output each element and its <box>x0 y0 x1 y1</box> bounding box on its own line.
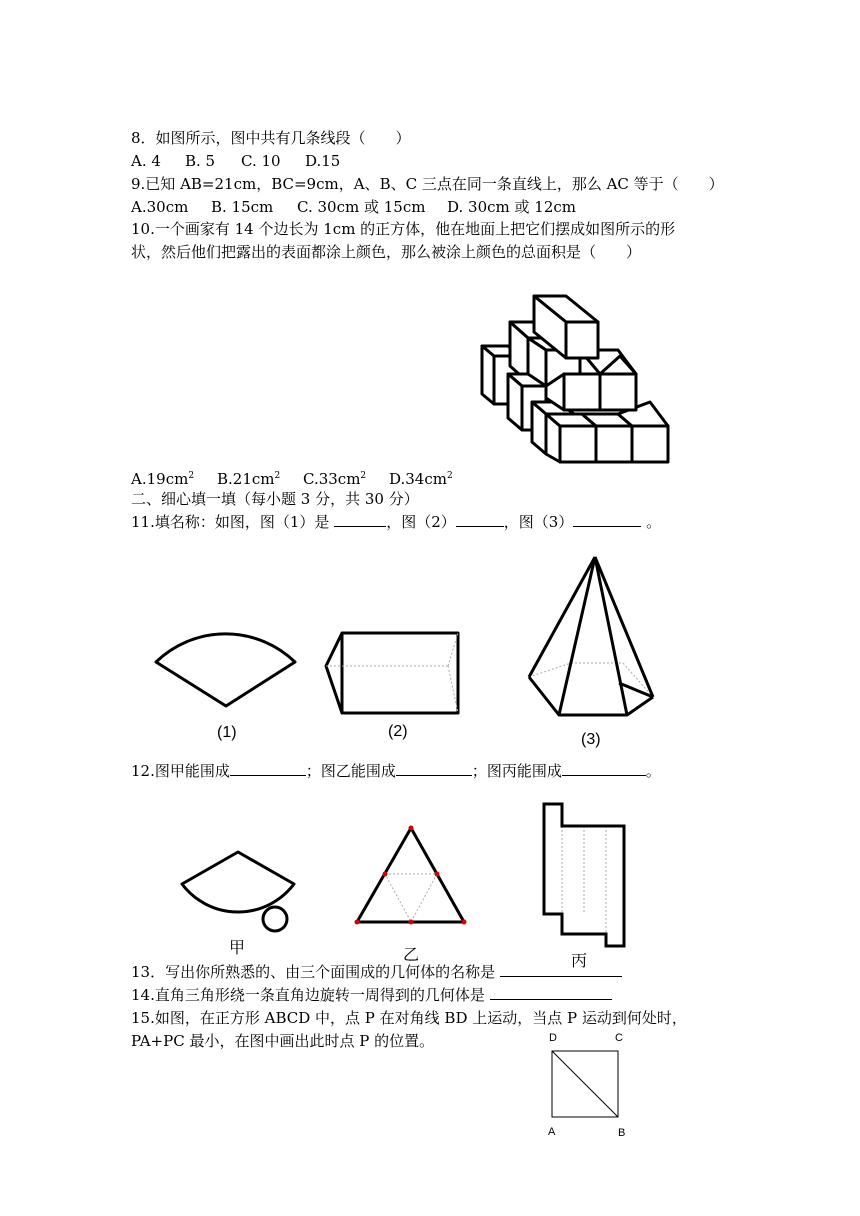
q9-stem: 9.已知 AB=21cm，BC=9cm，A、B、C 三点在同一条直线上，那么 AC 等于（ ） <box>131 175 724 193</box>
q15-stem-line2: PA+PC 最小，在图中画出此时点 P 的位置。 <box>131 1032 435 1050</box>
q11-stem: 11.填名称：如图，图（1）是 ，图（2） ，图（3） 。 <box>131 513 662 531</box>
q11-blank-3[interactable] <box>573 512 641 527</box>
q14-blank[interactable] <box>490 985 612 1000</box>
q10-option-c: $C.33cm^2$ <box>303 470 367 488</box>
figure-label-2: (2) <box>388 723 408 740</box>
q10-stem-line1: 10.一个画家有 14 个边长为 1cm 的正方体，他在地面上把它们摆成如图所示的形 <box>131 220 676 238</box>
prism-net-figure <box>540 802 630 950</box>
q8-option-b: B. 5 <box>185 152 216 170</box>
pyramid-figure <box>515 553 660 723</box>
q8-option-c: C. 10 <box>241 152 281 170</box>
cone-net-figure <box>178 848 298 938</box>
q9-option-d: D. 30cm 或 12cm <box>447 198 576 216</box>
prism-figure <box>322 630 462 716</box>
triangle-net-figure <box>352 825 470 927</box>
q9-options <box>131 197 576 217</box>
q13-blank[interactable] <box>500 962 622 977</box>
section-2-heading: 二、细心填一填（每小题 3 分，共 30 分） <box>131 490 419 508</box>
q10-option-d: $D.34cm^2$ <box>389 470 453 488</box>
q10-option-b: $B.21cm^2$ <box>217 470 281 488</box>
q12-blank-1[interactable] <box>230 761 306 776</box>
q8-options <box>131 151 340 171</box>
q15-stem-line1: 15.如图，在正方形 ABCD 中，点 P 在对角线 BD 上运动，当点 P 运动到何处时， <box>131 1009 687 1027</box>
net-label-bing: 丙 <box>571 953 588 970</box>
q10-options <box>131 466 453 489</box>
q14-stem: 14.直角三角形绕一条直角边旋转一周得到的几何体是 <box>131 985 612 1005</box>
q9-option-b: B. 15cm <box>211 198 274 216</box>
q9-option-c: C. 30cm 或 15cm <box>297 198 426 216</box>
vertex-label-a: A <box>548 1126 556 1138</box>
figure-label-1: (1) <box>217 724 237 741</box>
q12-blank-2[interactable] <box>396 761 472 776</box>
q8-stem: 8．如图所示，图中共有几条线段（ ） <box>131 129 411 147</box>
sector-figure <box>150 610 300 710</box>
q12-stem: 12.图甲能围成 ；图乙能围成 ；图丙能围成 。 <box>131 762 661 780</box>
q13-stem: 13．写出你所熟悉的、由三个面围成的几何体的名称是 <box>131 962 622 982</box>
net-label-jia: 甲 <box>229 940 246 957</box>
q10-stem-line2: 状，然后他们把露出的表面都涂上颜色，那么被涂上颜色的总面积是（ ） <box>131 243 642 261</box>
figure-label-3: (3) <box>581 731 601 748</box>
vertex-label-c: C <box>615 1032 623 1044</box>
q10-option-a: $A.19cm^2$ <box>131 470 195 488</box>
q12-blank-3[interactable] <box>562 761 646 776</box>
q8-option-d: D.15 <box>305 152 341 170</box>
q11-blank-2[interactable] <box>456 512 504 527</box>
net-label-yi: 乙 <box>403 947 420 964</box>
square-abcd-figure <box>551 1050 619 1118</box>
q11-blank-1[interactable] <box>334 512 386 527</box>
vertex-label-d: D <box>549 1032 557 1044</box>
q8-option-a: A. 4 <box>131 152 161 170</box>
q9-option-a: A.30cm <box>131 198 189 216</box>
cube-stack-figure <box>480 294 675 466</box>
vertex-label-b: B <box>618 1127 626 1139</box>
